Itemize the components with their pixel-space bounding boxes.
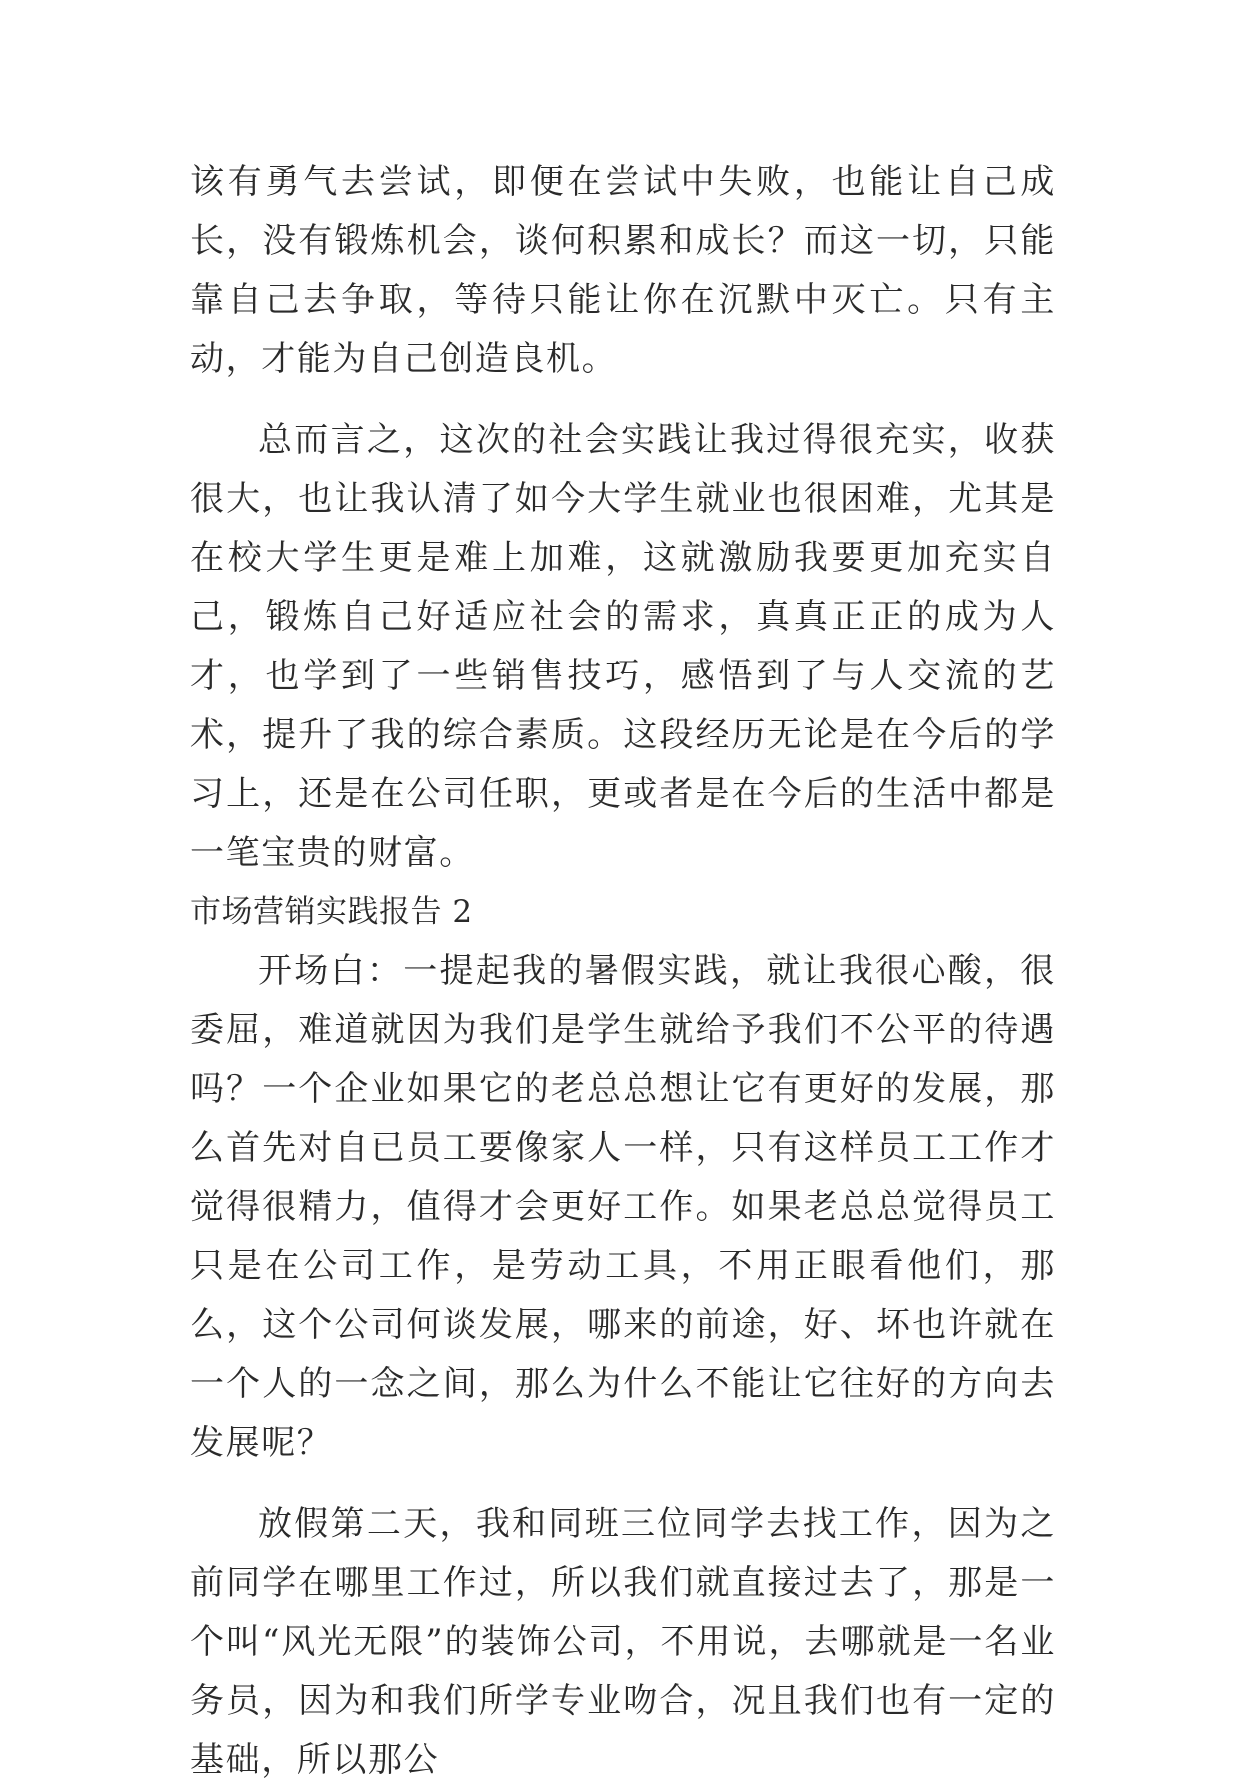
paragraph-continuation: 该有勇气去尝试，即便在尝试中失败，也能让自己成长，没有锻炼机会，谈何积累和成长？而这一切，只能靠自己去争取，等待只能让你在沉默中灭亡。只有主动，才能为自己创造良机。 bbox=[190, 162, 1056, 379]
paragraph-opening: 开场白：一提起我的暑假实践，就让我很心酸，很委屈，难道就因为我们是学生就给予我们不公平的待遇吗？一个企业如果它的老总总想让它有更好的发展，那么首先对自已员工要像家人一样，只有这样员工工作才觉得很精力，值得才会更好工作。如果老总总觉得员工只是在公司工作，是劳动工具，不用正眼看他们，那么，这个公司何谈发展，哪来的前途，好、坏也许就在一个人的一念之间，那么为什么不能让它往好的方向去发展呢？ bbox=[190, 951, 1056, 1463]
paragraph-second-day: 放假第二天，我和同班三位同学去找工作，因为之前同学在哪里工作过，所以我们就直接过去了，那是一个叫“风光无限”的装饰公司，不用说，去哪就是一名业务员，因为和我们所学专业吻合，况且我们也有一定的基础，所以那公 bbox=[190, 1504, 1056, 1780]
document-body bbox=[190, 153, 1056, 1790]
paragraph-summary: 总而言之，这次的社会实践让我过得很充实，收获很大，也让我认清了如今大学生就业也很困难，尤其是在校大学生更是难上加难，这就激励我要更加充实自己，锻炼自己好适应社会的需求，真真正正的成为人才，也学到了一些销售技巧，感悟到了与人交流的艺术，提升了我的综合素质。这段经历无论是在今后的学习上，还是在公司任职，更或者是在今后的生活中都是一笔宝贵的财富。 bbox=[190, 420, 1056, 873]
section-heading: 市场营销实践报告 2 bbox=[190, 894, 473, 930]
